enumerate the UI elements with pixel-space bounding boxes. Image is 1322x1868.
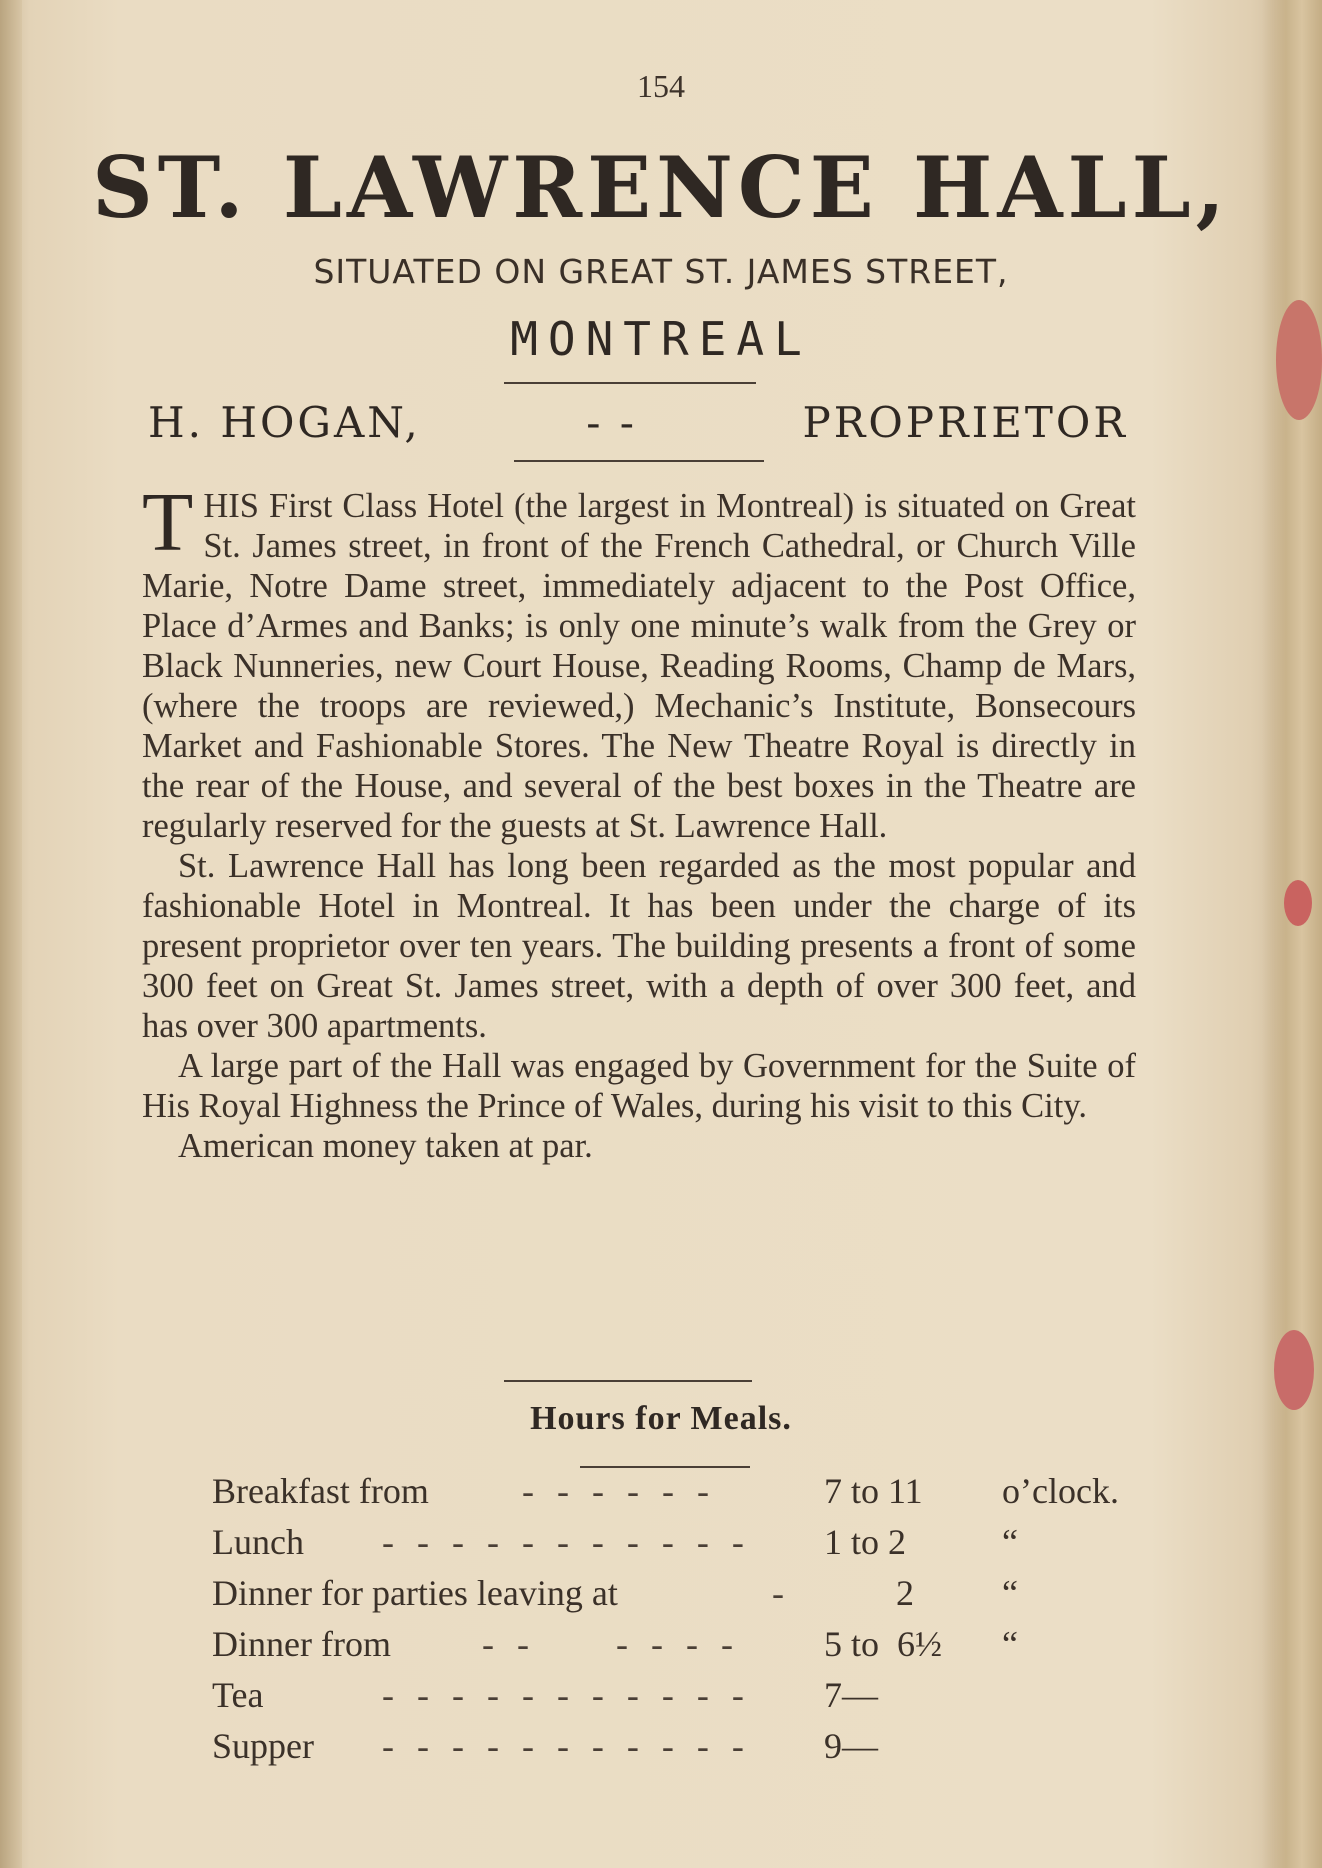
dot-leader: - - - - - - - - - - - [382,1522,751,1562]
divider-rule [504,382,756,384]
divider-rule [580,1466,750,1468]
meal-unit: “ [1002,1522,1018,1562]
proprietor-dashes: - - [586,398,637,447]
meal-row [212,1521,1112,1572]
proprietor-name: H. HOGAN, [148,398,421,447]
city-name: MONTREAL [510,312,812,366]
meal-label: Dinner for parties leaving at [212,1573,618,1613]
meal-unit: o’clock. [1002,1471,1119,1511]
dot-leader: - - - - - - - - - - - [382,1675,751,1715]
page-number: 154 [637,68,685,104]
meal-label: Breakfast from [212,1471,429,1511]
meal-label: Lunch [212,1522,304,1562]
paragraph: A large part of the Hall was engaged by Government for the Suite of His Royal Highness the Prince of Wales, during his visit to this City. [142,1047,1136,1125]
meals-heading: Hours for Meals. [530,1400,792,1437]
meal-time: 2 [824,1573,914,1613]
dot-leader: - - - - - - - - - - - [382,1726,751,1766]
hotel-description [142,476,1136,1166]
meal-time: 7 to 11 [824,1471,923,1511]
meal-unit: “ [1002,1573,1018,1613]
drop-cap: T [142,476,194,569]
meal-hours-table [212,1470,1119,1776]
paper-stain [1274,1330,1314,1410]
meal-time: 9— [824,1726,878,1766]
page-title: ST. LAWRENCE HALL, [92,138,1230,237]
divider-rule [504,1380,752,1382]
meal-time: 7— [824,1675,878,1715]
meal-row [212,1674,1112,1725]
address-line: SITUATED ON GREAT ST. JAMES STREET, [313,252,1009,291]
paragraph: American money taken at par. [178,1127,593,1165]
proprietor-line [148,398,1128,447]
paragraph: St. Lawrence Hall has long been regarded as the most popular and fashionable Hotel in Montreal. It has been under the charge of its present proprietor over ten years. The building presents a front of some 300 feet on Great St. James street, with a depth of over 300 feet, and has over 300 apartments. [142,847,1136,1045]
meal-row [212,1470,1119,1521]
meal-unit: “ [1002,1624,1018,1664]
meal-label: Tea [212,1675,264,1715]
meal-time: 1 to 2 [824,1522,907,1562]
meal-label: Supper [212,1726,314,1766]
divider-rule [514,460,764,462]
paragraph-text: HIS First Class Hotel (the largest in Montreal) is situated on Great St. James street, in front of the French Cathedral, or Church Ville Marie, Notre Dame street, immediately adjacent to the Post Office, Place d’Armes and Banks; is only one minute’s walk from the Grey or Black Nunneries, new Court House, Reading Rooms, Champ de Mars, (where the troops are reviewed,) Mechanic’s Institute, Bonsecours Market and Fashionable Stores. The New Theatre Royal is directly in the rear of the House, and several of the best boxes in the Theatre are regularly reserved for the guests at St. Lawrence Hall. [142,487,1136,845]
meal-row [212,1623,1112,1674]
paragraph [142,476,1136,846]
meal-label: Dinner from [212,1624,391,1664]
meal-row [212,1725,1112,1776]
meal-row [212,1572,1112,1623]
dot-leader: - - - - - - [522,1471,716,1511]
meal-time: 5 to 6½ [824,1624,943,1664]
proprietor-role: PROPRIETOR [802,398,1128,447]
dot-leader: - [772,1573,791,1613]
dot-leader: - - - - - - [482,1624,740,1664]
paper-stain [1284,880,1312,926]
